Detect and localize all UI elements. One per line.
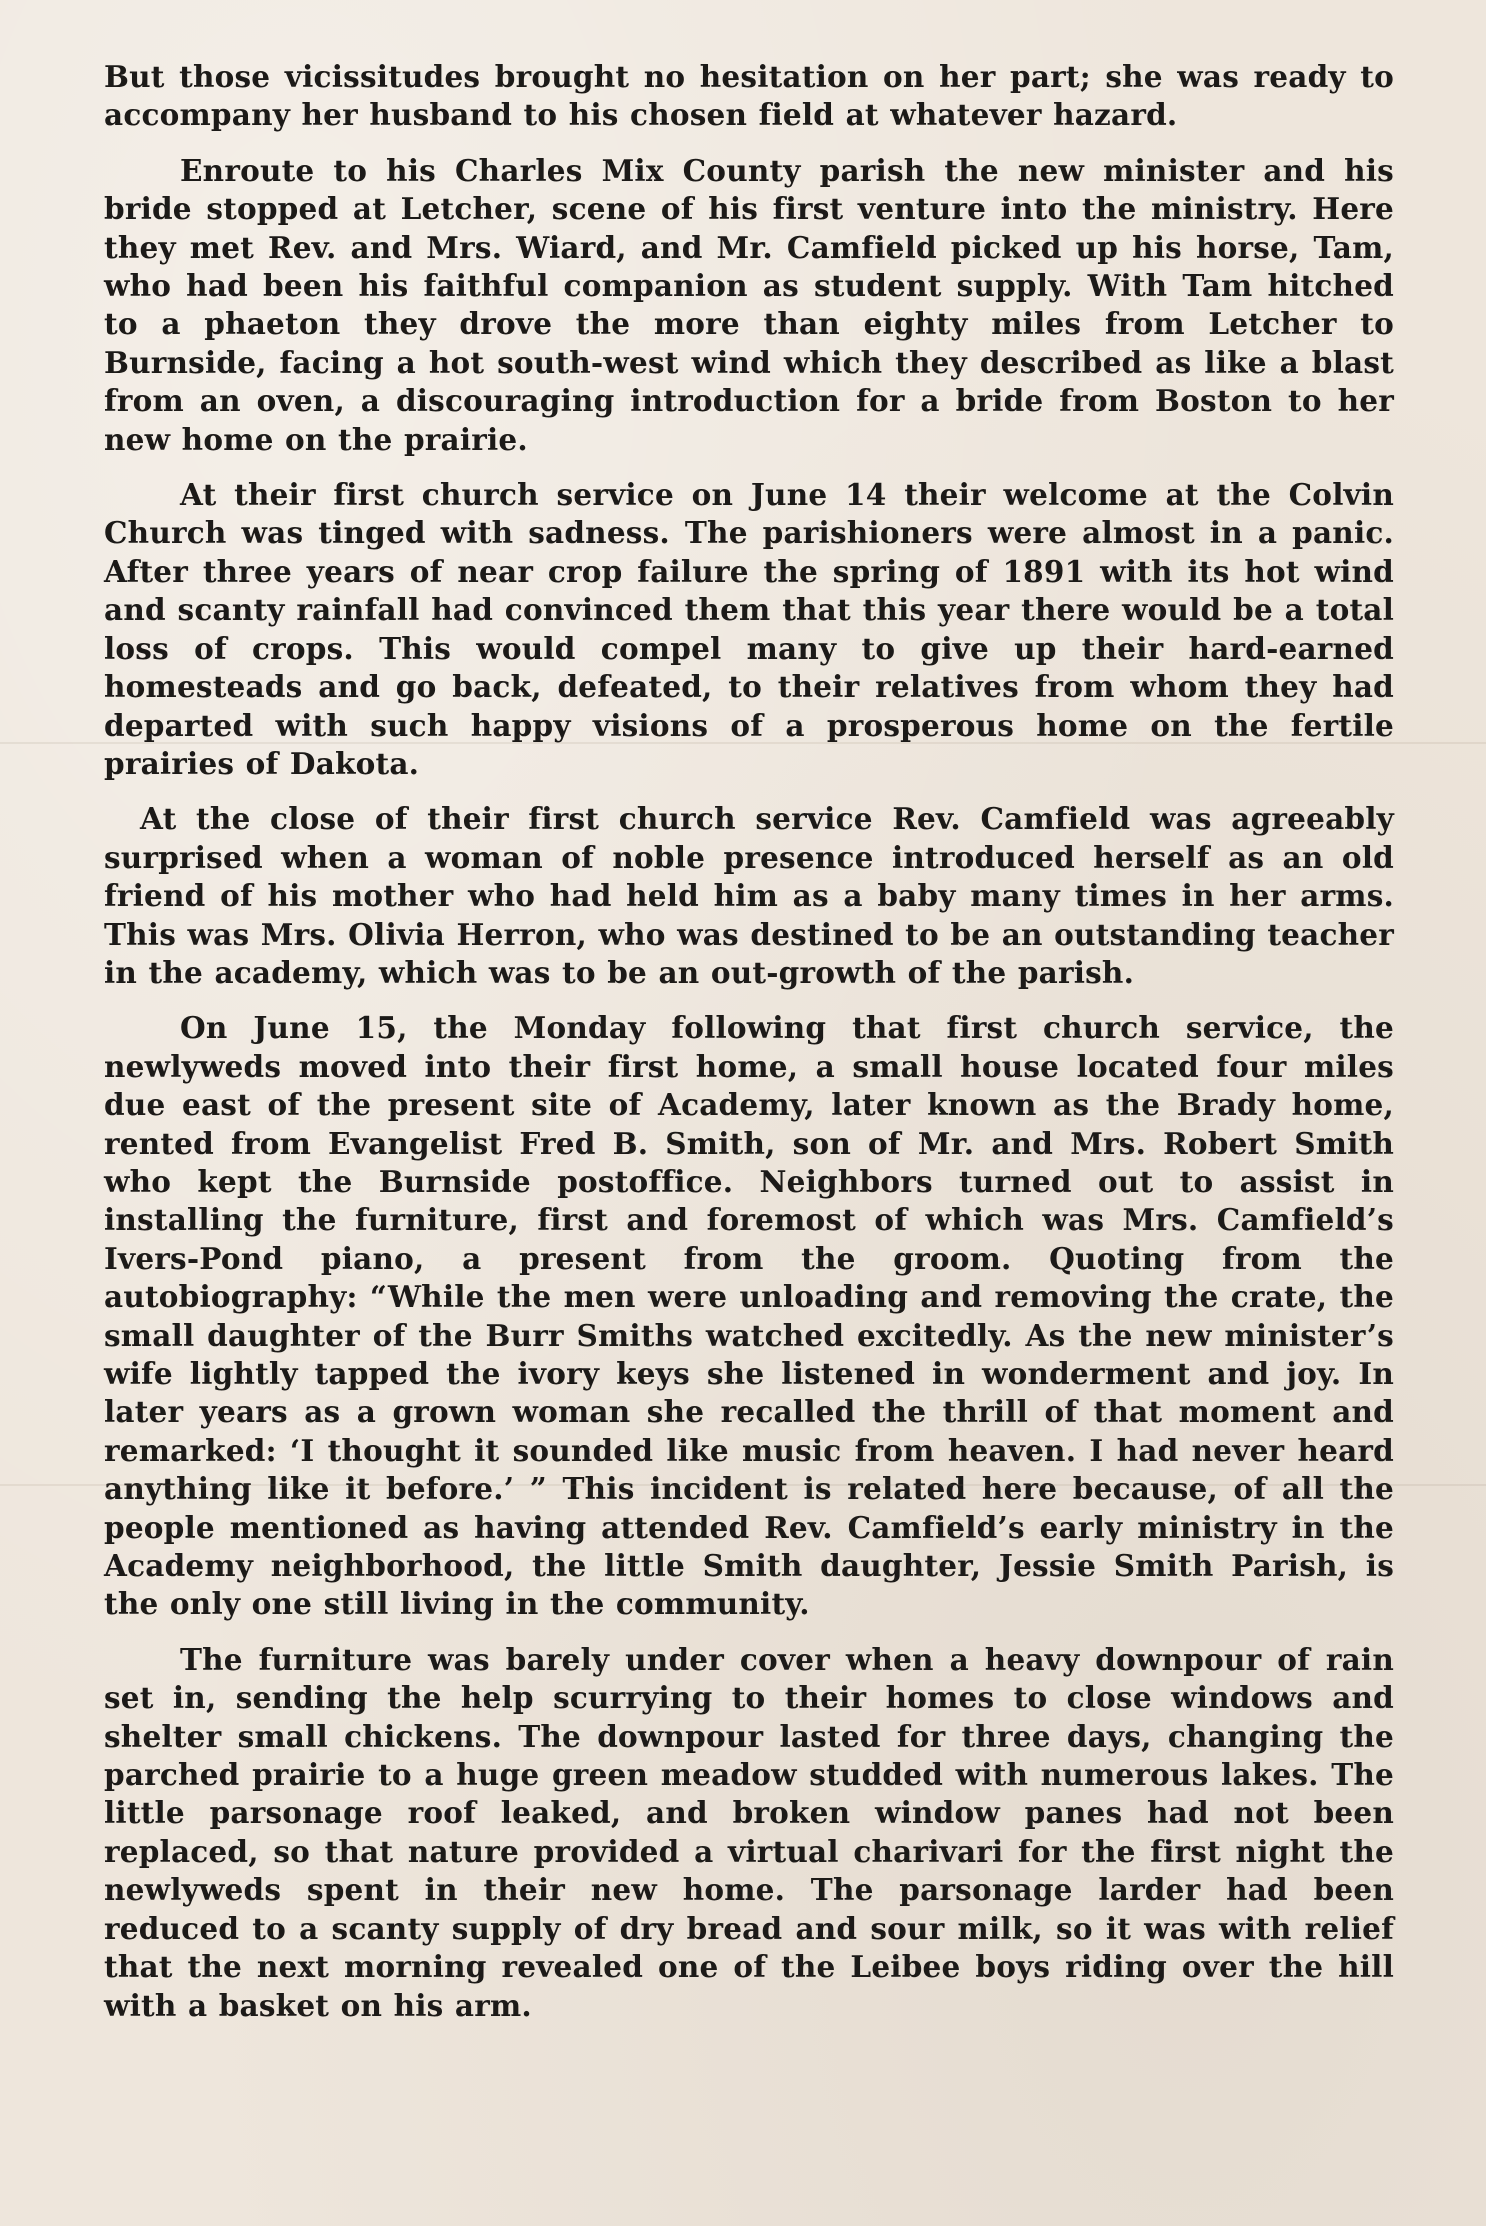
paragraph-5: On June 15, the Monday following that first church service, the newlyweds moved into their first home, a small house located four miles due east of the present site of Academy, later known as the Brady home, rented from Evangelist Fred B. Smith, son of Mr. and Mrs. Robert Smith who kept the Burnside postoffice. Neighbors turned out to assist in installing the furniture, first and foremost of which was Mrs. Camfield’s Ivers-Pond piano, a present from the groom. Quoting from the autobiography: “While the men were unloading and removing the crate, the small daughter of the Burr Smiths watched excitedly. As the new minister’s wife lightly tapped the ivory keys she listened in wonderment and joy. In later years as a grown woman she recalled the thrill of that moment and remarked: ‘I thought it sounded like music from heaven. I had never heard anything like it before.’ ” This incident is related here because, of all the people mentioned as having attended Rev. Camfield’s early ministry in the Academy neighborhood, the little Smith daughter, Jessie Smith Parish, is the only one still living in the community. xyxy=(104,1010,1394,1622)
paper-fold-line xyxy=(0,742,1486,744)
paragraph-3: At their first church service on June 14 their welcome at the Colvin Church was tinged with sadness. The parishioners were almost in a panic. After three years of near crop failure the spring of 1891 with its hot wind and scanty rainfall had convinced them that this year there would be a total loss of crops. This would compel many to give up their hard-earned homesteads and go back, defeated, to their relatives from whom they had departed with such happy visions of a prosperous home on the fertile prairies of Dakota. xyxy=(104,477,1394,781)
paragraph-1: But those vicissitudes brought no hesitation on her part; she was ready to accompany her husband to his chosen field at whatever hazard. xyxy=(104,59,1394,133)
paragraph-6: The furniture was barely under cover when a heavy downpour of rain set in, sending the help scurrying to their homes to close windows and shelter small chickens. The downpour lasted for three days, changing the parched prairie to a huge green meadow studded with numerous lakes. The little parsonage roof leaked, and broken window panes had not been replaced, so that nature provided a virtual charivari for the first night the newlyweds spent in their new home. The parsonage larder had been reduced to a scanty supply of dry bread and sour milk, so it was with relief that the next morning revealed one of the Leibee boys riding over the hill with a basket on his arm. xyxy=(104,1641,1394,2023)
paper-fold-line xyxy=(0,1484,1486,1486)
paragraph-4: At the close of their first church service Rev. Camfield was agreeably surprised when a woman of noble presence introduced herself as an old friend of his mother who had held him as a baby many times in her arms. This was Mrs. Olivia Herron, who was destined to be an outstanding teacher in the academy, which was to be an out-growth of the parish. xyxy=(104,801,1394,990)
paragraph-2: Enroute to his Charles Mix County parish the new minister and his bride stopped at Letcher, scene of his first venture into the ministry. Here they met Rev. and Mrs. Wiard, and Mr. Camfield picked up his horse, Tam, who had been his faithful companion as student supply. With Tam hitched to a phaeton they drove the more than eighty miles from Letcher to Burnside, facing a hot south-west wind which they described as like a blast from an oven, a discouraging introduction for a bride from Boston to her new home on the prairie. xyxy=(104,152,1394,457)
